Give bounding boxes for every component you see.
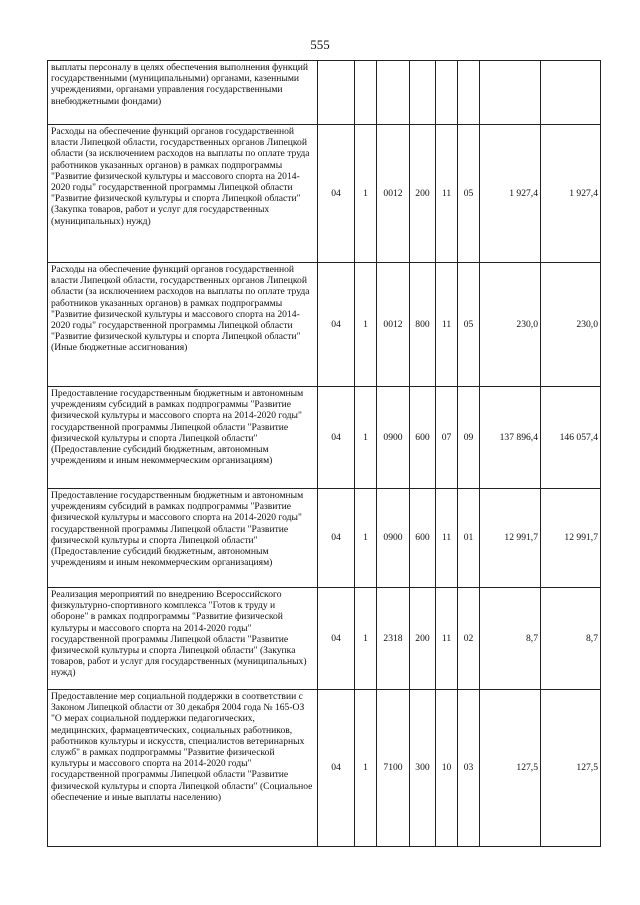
cell-ministry-code: 04 [318, 489, 355, 588]
cell-section [436, 61, 458, 125]
cell-ministry-code: 04 [318, 387, 355, 489]
cell-subsection: 01 [458, 489, 480, 588]
cell-target-code: 0900 [377, 489, 410, 588]
row-description: Предоставление мер социальной поддержки в соответствии с Законом Липецкой области от 30 декабря 2004 года № 165-ОЗ "О мерах социальной поддержки педагогических, медицинских, фармацевтических, социальных работников, работников культуры и искусств, специалистов ветеринарных служб" в рамках подпрограммы "Развитие физической культуры и массового спорта на 2014-2020 годы" государственной программы Липецкой области "Развитие физической культуры и спорта Липецкой области" (Социальное обеспечение и иные выплаты населению) [48, 690, 318, 847]
table-row [48, 489, 601, 588]
cell-program-code: 1 [355, 489, 377, 588]
row-description: Предоставление государственным бюджетным и автономным учреждениям субсидий в рамках подпрограммы "Развитие физической культуры и массового спорта на 2014-2020 годы" государственной программы Липецкой области "Развитие физической культуры и спорта Липецкой области" (Предоставление субсидий бюджетным, автономным учреждениям и иным некоммерческим организациям) [48, 489, 318, 588]
cell-ministry-code: 04 [318, 588, 355, 690]
cell-expense-type: 200 [410, 588, 436, 690]
table-row [48, 263, 601, 387]
cell-subsection: 03 [458, 690, 480, 847]
row-description: Расходы на обеспечение функций органов государственной власти Липецкой области, государственных органов Липецкой области (за исключением расходов на выплаты по оплате труда работников указанных органов) в рамках подпрограммы "Развитие физической культуры и массового спорта на 2014-2020 годы" государственной программы Липецкой области "Развитие физической культуры и спорта Липецкой области" (Закупка товаров, работ и услуг для государственных (муниципальных) нужд) [48, 125, 318, 263]
cell-target-code: 0012 [377, 263, 410, 387]
row-description: Реализация мероприятий по внедрению Всероссийского физкультурно-спортивного комплекса "Готов к труду и обороне" в рамках подпрограммы "Развитие физической культуры и массового спорта на 2014-2020 годы" государственной программы Липецкой области "Развитие физической культуры и спорта Липецкой области" (Закупка товаров, работ и услуг для государственных (муниципальных) нужд) [48, 588, 318, 690]
cell-amount-year-2: 12 991,7 [541, 489, 601, 588]
cell-amount-year-2: 146 057,4 [541, 387, 601, 489]
cell-amount-year-2: 8,7 [541, 588, 601, 690]
cell-target-code: 2318 [377, 588, 410, 690]
table-row [48, 387, 601, 489]
cell-amount-year-2 [541, 61, 601, 125]
table-row [48, 125, 601, 263]
cell-ministry-code [318, 61, 355, 125]
row-description: Предоставление государственным бюджетным и автономным учреждениям субсидий в рамках подпрограммы "Развитие физической культуры и массового спорта на 2014-2020 годы" государственной программы Липецкой области "Развитие физической культуры и спорта Липецкой области" (Предоставление субсидий бюджетным, автономным учреждениям и иным некоммерческим организациям) [48, 387, 318, 489]
cell-section: 11 [436, 125, 458, 263]
cell-subsection: 09 [458, 387, 480, 489]
cell-program-code: 1 [355, 125, 377, 263]
cell-section: 10 [436, 690, 458, 847]
cell-amount-year-1 [480, 61, 541, 125]
cell-subsection: 05 [458, 263, 480, 387]
cell-subsection: 02 [458, 588, 480, 690]
row-description: выплаты персоналу в целях обеспечения выполнения функций государственными (муниципальными) органами, казенными учреждениями, органами управления государственными внебюджетными фондами) [48, 61, 318, 125]
cell-program-code [355, 61, 377, 125]
cell-amount-year-1: 1 927,4 [480, 125, 541, 263]
cell-ministry-code: 04 [318, 263, 355, 387]
cell-amount-year-1: 12 991,7 [480, 489, 541, 588]
cell-amount-year-1: 127,5 [480, 690, 541, 847]
cell-target-code: 0012 [377, 125, 410, 263]
cell-section: 11 [436, 588, 458, 690]
cell-subsection [458, 61, 480, 125]
cell-section: 07 [436, 387, 458, 489]
cell-amount-year-1: 137 896,4 [480, 387, 541, 489]
cell-expense-type: 600 [410, 387, 436, 489]
cell-amount-year-2: 1 927,4 [541, 125, 601, 263]
cell-section: 11 [436, 263, 458, 387]
cell-expense-type: 800 [410, 263, 436, 387]
cell-expense-type [410, 61, 436, 125]
cell-amount-year-1: 230,0 [480, 263, 541, 387]
page-number: 555 [310, 37, 330, 52]
row-description: Расходы на обеспечение функций органов государственной власти Липецкой области, государственных органов Липецкой области (за исключением расходов на выплаты по оплате труда работников указанных органов) в рамках подпрограммы "Развитие физической культуры и массового спорта на 2014-2020 годы" государственной программы Липецкой области "Развитие физической культуры и спорта Липецкой области" (Иные бюджетные ассигнования) [48, 263, 318, 387]
cell-program-code: 1 [355, 263, 377, 387]
cell-section: 11 [436, 489, 458, 588]
budget-table [47, 60, 601, 847]
cell-program-code: 1 [355, 690, 377, 847]
cell-ministry-code: 04 [318, 125, 355, 263]
cell-program-code: 1 [355, 588, 377, 690]
cell-target-code: 0900 [377, 387, 410, 489]
cell-expense-type: 600 [410, 489, 436, 588]
cell-amount-year-2: 230,0 [541, 263, 601, 387]
table-row [48, 690, 601, 847]
cell-ministry-code: 04 [318, 690, 355, 847]
cell-amount-year-2: 127,5 [541, 690, 601, 847]
cell-target-code [377, 61, 410, 125]
cell-target-code: 7100 [377, 690, 410, 847]
table-row [48, 61, 601, 125]
cell-expense-type: 200 [410, 125, 436, 263]
cell-amount-year-1: 8,7 [480, 588, 541, 690]
table-row [48, 588, 601, 690]
cell-expense-type: 300 [410, 690, 436, 847]
cell-program-code: 1 [355, 387, 377, 489]
cell-subsection: 05 [458, 125, 480, 263]
